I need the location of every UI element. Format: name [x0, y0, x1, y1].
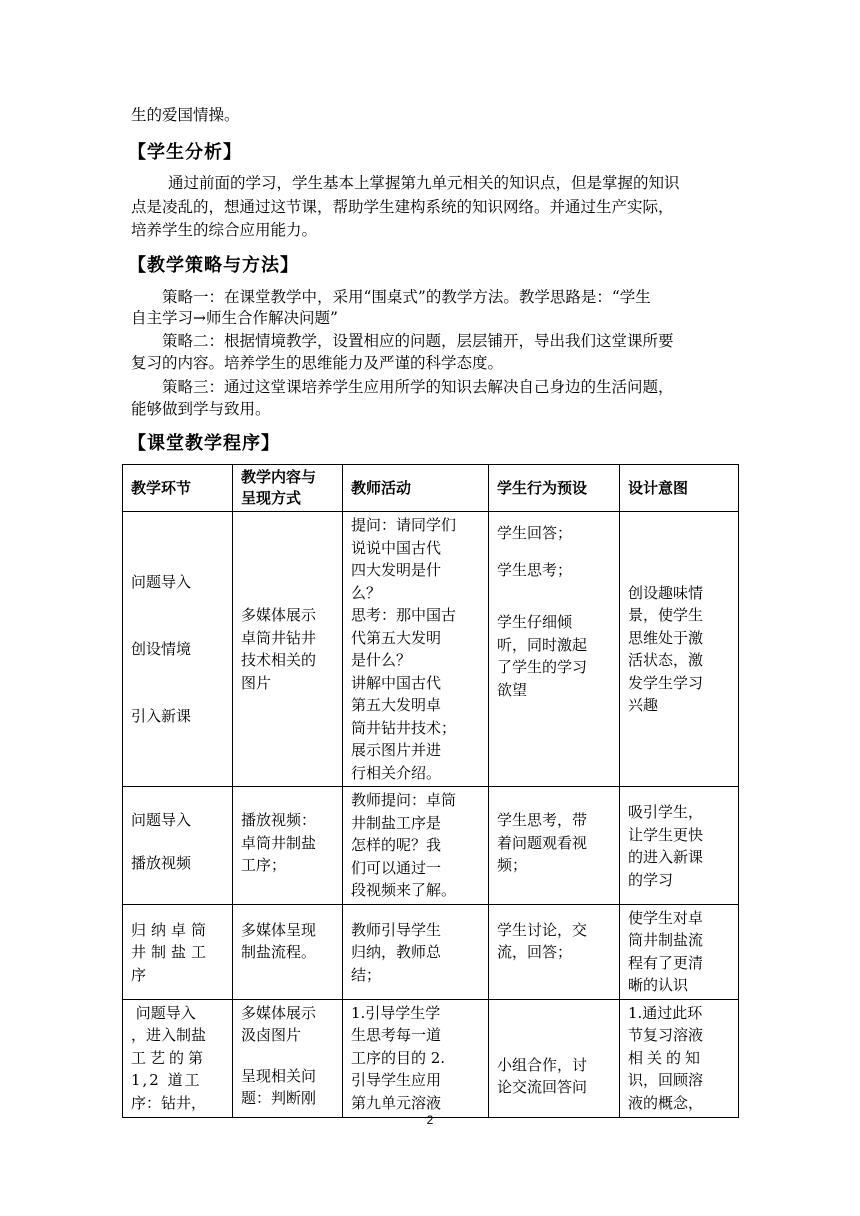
cell-student: 学生思考，带 着问题观看视 频； — [489, 787, 620, 905]
cell-student: 学生讨论，交 流，回答； — [489, 904, 620, 999]
cell-intent: 吸引学生， 让学生更快 的进入新课 的学习 — [620, 787, 739, 905]
cell-content: 多媒体展示 卓筒井钻井 技术相关的 图片 — [233, 512, 343, 787]
cell-teacher: 提问：请同学们 说说中国古代 四大发明是什 么？ 思考：那中国古 代第五大发明 是什么？ 讲解中国古代 第五大发明卓 筒井钻井技术； 展示图片并进 行相关介绍。 — [343, 512, 489, 787]
header-content: 教学内容与 呈现方式 — [233, 465, 343, 512]
cell-teacher: 1.引导学生学 生思考每一道 工序的目的 2. 引导学生应用 第九单元溶液 — [343, 999, 489, 1117]
header-intent: 设计意图 — [620, 465, 739, 512]
cell-intent: 1.通过此环 节复习溶液 相关的知 识，回顾溶 液的概念， — [620, 999, 739, 1117]
paragraph-line: 策略一：在课堂教学中，采用“围桌式”的教学方法。教学思路是：“学生 — [162, 288, 651, 306]
paragraph-line: 培养学生的综合应用能力。 — [131, 221, 318, 239]
table-row — [123, 999, 739, 1117]
table-row — [123, 512, 739, 787]
heading-strategy: 【教学策略与方法】 — [128, 255, 299, 276]
table-row — [123, 904, 739, 999]
header-stage: 教学环节 — [123, 465, 233, 512]
cell-intent: 使学生对卓 筒井制盐流 程有了更清 晰的认识 — [620, 904, 739, 999]
cell-stage: 归纳卓筒 井制盐工 序 — [123, 904, 233, 999]
cell-content: 播放视频： 卓筒井制盐 工序； — [233, 787, 343, 905]
cell-intent: 创设趣味情 景，使学生 思维处于激 活状态，激 发学生学习 兴趣 — [620, 512, 739, 787]
header-teacher: 教师活动 — [343, 465, 489, 512]
cell-teacher: 教师引导学生 归纳，教师总 结； — [343, 904, 489, 999]
cell-content: 多媒体展示 汲卤图片 呈现相关问 题：判断刚 — [233, 999, 343, 1117]
cell-stage: 问题导入 播放视频 — [123, 787, 233, 905]
cell-stage: 问题导入 创设情境 引入新课 — [123, 512, 233, 787]
paragraph-line: 点是凌乱的，想通过这节课，帮助学生建构系统的知识网络。并通过生产实际， — [131, 198, 674, 216]
heading-procedure: 【课堂教学程序】 — [128, 433, 280, 454]
paragraph-line: 策略二：根据情境教学，设置相应的问题，层层铺开，导出我们这堂课所要 — [162, 332, 674, 350]
table-row — [123, 787, 739, 905]
paragraph-line: 通过前面的学习，学生基本上掌握第九单元相关的知识点，但是掌握的知识 — [168, 174, 680, 192]
page-number: 2 — [426, 1113, 434, 1127]
intro-line: 生的爱国情操。 — [131, 106, 240, 124]
paragraph-line: 复习的内容。培养学生的思维能力及严谨的科学态度。 — [131, 354, 504, 372]
cell-student: 小组合作，讨 论交流回答问 — [489, 999, 620, 1117]
paragraph-line: 策略三：通过这堂课培养学生应用所学的知识去解决自己身边的生活问题， — [162, 378, 674, 396]
cell-content: 多媒体呈现 制盐流程。 — [233, 904, 343, 999]
paragraph-line: 自主学习→师生合作解决问题” — [131, 309, 338, 327]
teaching-procedure-table — [122, 464, 739, 1118]
cell-stage: 问题导入 ，进入制盐 工艺的第 1,2 道工 序：钻井， — [123, 999, 233, 1117]
table-header-row — [123, 465, 739, 512]
paragraph-line: 能够做到学与致用。 — [131, 400, 271, 418]
heading-student-analysis: 【学生分析】 — [128, 142, 242, 163]
cell-student: 学生回答； 学生思考； 学生仔细倾 听，同时激起 了学生的学习 欲望 — [489, 512, 620, 787]
cell-teacher: 教师提问：卓筒 井制盐工序是 怎样的呢？我 们可以通过一 段视频来了解。 — [343, 787, 489, 905]
header-student: 学生行为预设 — [489, 465, 620, 512]
